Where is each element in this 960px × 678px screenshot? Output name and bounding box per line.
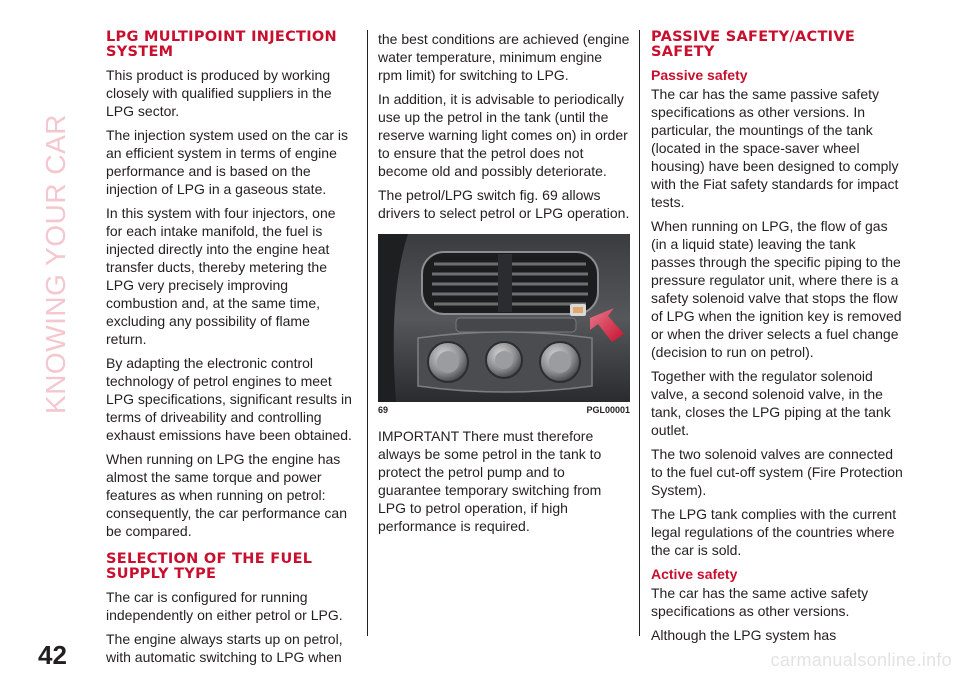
heading-lpg-injection: LPG MULTIPOINT INJECTION SYSTEM (106, 29, 337, 60)
paragraph: The two solenoid valves are connected to the fuel cut-off system (Fire Protection System). (651, 446, 903, 498)
paragraph: In addition, it is advisable to periodically use up the petrol in the tank (until the reserve warning light comes on) in order to ensure that the petrol does not become old and possibly deteriorate. (378, 91, 628, 179)
paragraph: The car has the same passive safety specifications as other versions. In particular, the mountings of the tank (located in the space-saver wheel housing) have been designed to comply with the Fiat safety standards for impact tests. (651, 86, 899, 210)
figure-code: PGL00001 (586, 405, 630, 415)
heading-fuel-selection: SELECTION OF THE FUEL SUPPLY TYPE (106, 551, 313, 582)
paragraph: The car has the same active safety specifications as other versions. (651, 585, 869, 619)
column-2 (378, 30, 630, 541)
paragraph: When running on LPG the engine has almost the same torque and power features as when running on petrol: consequently, the car performance can be compared. (106, 451, 347, 539)
paragraph: In this system with four injectors, one for each intake manifold, the fuel is injected directly into the engine heat transfer ducts, thereby metering the LPG very precisely improving combustion and, at the same time, excluding any possibility of flame return. (106, 205, 336, 347)
paragraph-important: IMPORTANT There must therefore always be some petrol in the tank to protect the petrol pump and to guarantee temporary switching from LPG to petrol operation, if high performance is required. (378, 428, 602, 534)
column-1 (106, 30, 354, 672)
paragraph: The injection system used on the car is an efficient system in terms of engine performance and is based on the injection of LPG in a gaseous state. (106, 127, 349, 197)
paragraph: the best conditions are achieved (engine water temperature, minimum engine rpm limit) for switching to LPG. (378, 31, 630, 83)
paragraph: This product is produced by working closely with qualified suppliers in the LPG sector. (106, 67, 332, 119)
column-divider-1 (367, 30, 368, 636)
page-number: 42 (38, 640, 67, 670)
paragraph: By adapting the electronic control technology of petrol engines to meet LPG specifications, significant results in terms of driveability and controlling exhaust emissions have been obtained. (106, 355, 352, 443)
paragraph: The engine always starts up on petrol, with automatic switching to LPG when (106, 631, 343, 665)
figure-number: 69 (378, 405, 389, 415)
paragraph: When running on LPG, the flow of gas (in a liquid state) leaving the tank passes through the specific piping to the pressure regulator unit, where there is a safety solenoid valve that stops the flow of LPG when the ignition key is removed or when the driver selects a fuel change (decision to run on petrol). (651, 218, 902, 360)
paragraph: The car is configured for running independently on either petrol or LPG. (106, 589, 343, 623)
paragraph: The petrol/LPG switch fig. 69 allows drivers to select petrol or LPG operation. (378, 187, 630, 221)
heading-passive-active-safety: PASSIVE SAFETY/ACTIVE SAFETY (651, 29, 856, 60)
paragraph: The LPG tank complies with the current legal regulations of the countries where the car is sold. (651, 506, 897, 558)
paragraph: Together with the regulator solenoid valve, a second solenoid valve, in the tank, closes the LPG piping at the tank outlet. (651, 368, 891, 438)
column-divider-2 (639, 30, 640, 636)
figure-69 (378, 234, 630, 415)
subheading-passive-safety: Passive safety (651, 67, 748, 83)
dashboard-switch-photo (378, 234, 630, 402)
section-side-label: KNOWING YOUR CAR (40, 114, 71, 414)
paragraph: Although the LPG system has (651, 627, 837, 643)
subheading-active-safety: Active safety (651, 566, 738, 582)
watermark: carmanualsonline.info (770, 650, 952, 670)
column-3 (651, 30, 903, 650)
